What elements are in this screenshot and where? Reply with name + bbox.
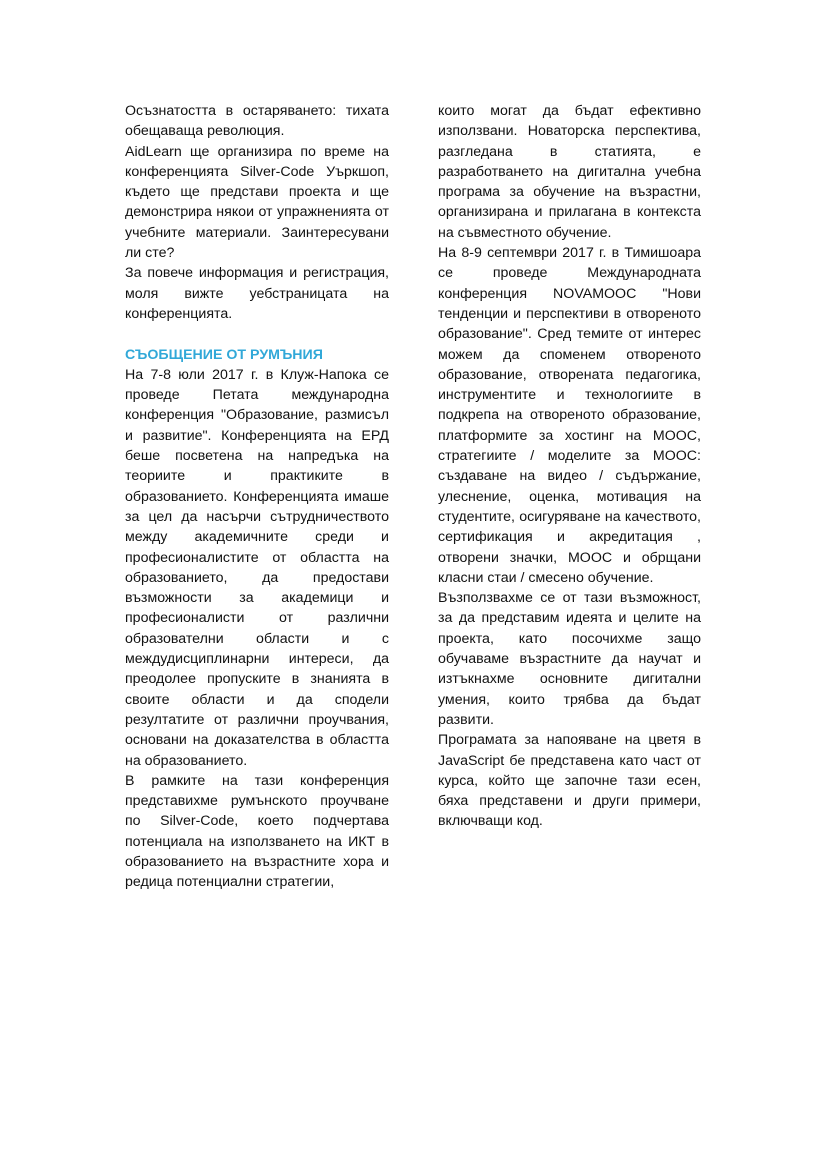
intro-paragraph-title: Осъзнатостта в остаряването: тихата обещаваща революция. xyxy=(125,103,389,140)
intro-paragraph-registration: За повече информация и регистрация, моля вижте уебстраницата на конференцията. xyxy=(125,265,389,322)
romania-paragraph-conference: На 7-8 юли 2017 г. в Клуж-Напока се проведе Петата международна конференция "Образование, размисъл и развитие". Конференцията на ЕРД беше посветена на напредъка на теориите и практиките в образованието. Конференцията имаше за цел да насърчи сътрудничеството между академичните среди и професионалистите от областта на образованието, да предостави възможности за академици и професионалисти от различни образователни области и с междудисциплинарни интереси, да преодолее пропуските в знанията в своите области и да сподели резултатите от различни проучвания, основани на доказателства в областта на образованието. xyxy=(125,366,389,769)
romania-paragraph-study: В рамките на тази конференция представихме румънското проучване по Silver-Code, което подчертава потенциала на използването на ИКТ в образованието на възрастните хора и редица потенциални стратегии, xyxy=(125,772,389,891)
right-paragraph-opportunity: Възползвахме се от тази възможност, за да представим идеята и целите на проекта, като посочихме защо обучаваме възрастните да научат и изтъкнахме основните дигитални умения, които трябва да бъдат развити. xyxy=(438,590,701,728)
right-column xyxy=(438,101,701,832)
section-heading-romania: СЪОБЩЕНИЕ ОТ РУМЪНИЯ xyxy=(125,346,323,363)
right-paragraph-javascript: Програмата за напояване на цветя в JavaScript бе представена като част от курса, който ще започне тази есен, бяха представени и други примери, включващи код. xyxy=(438,732,701,830)
right-paragraph-continuation: които могат да бъдат ефективно използвани. Новаторска перспектива, разгледана в статията, е разработването на дигитална учебна програма за обучение на възрастни, организирана и прилагана в контекста на съвместното обучение. xyxy=(438,103,701,241)
intro-paragraph-workshop: AidLearn ще организира по време на конференцията Silver-Code Уъркшоп, където ще представи проекта и ще демонстрира някои от упражненията от учебните материали. Заинтересувани ли сте? xyxy=(125,143,389,262)
left-column xyxy=(125,101,389,893)
right-paragraph-novamooc: На 8-9 септември 2017 г. в Тимишоара се проведе Международната конференция NOVAMOOC "Нови тенденции и перспективи в отвореното образование". Сред темите от интерес можем да споменем отвореното образование, отворената педагогика, инструментите и технологиите в подкрепа на отвореното образование, платформите за хостинг на MOOC, стратегиите / моделите за MOOC: създаване на видео / съдържание, улеснение, оценка, мотивация на студентите, осигуряване на качеството, сертификация и акредитация , отворени значки, MOOC и обрщани класни стаи / смесено обучение. xyxy=(438,245,701,586)
spacer xyxy=(125,324,389,344)
